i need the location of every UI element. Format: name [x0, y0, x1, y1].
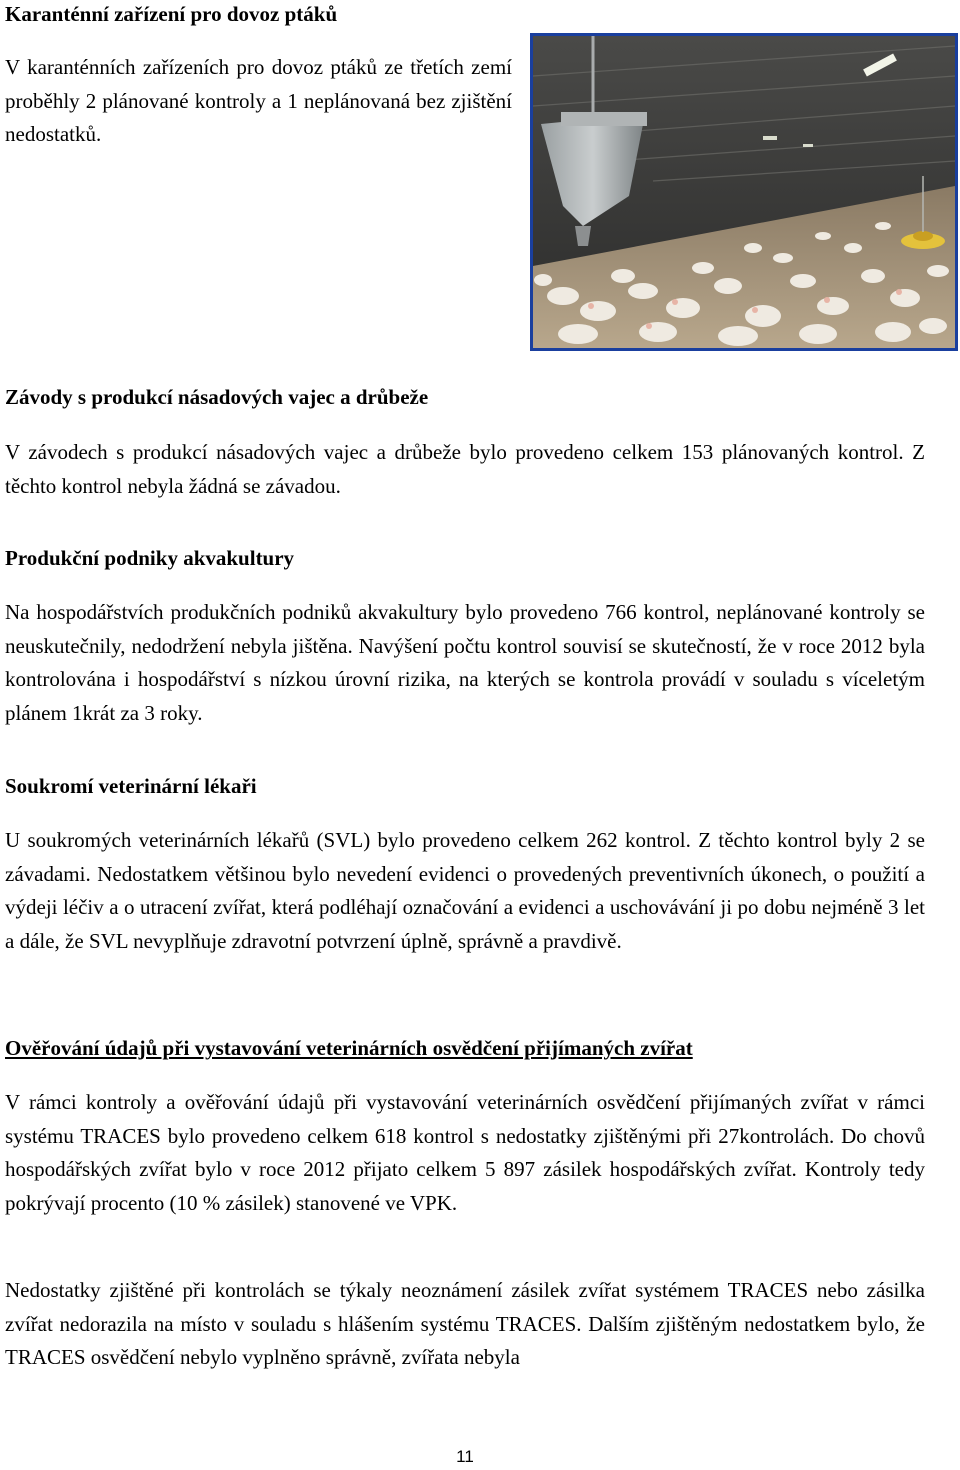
poultry-hall-image	[533, 36, 955, 348]
heading-certificates: Ověřování údajů při vystavování veterinárních osvědčení přijímaných zvířat	[5, 1036, 693, 1060]
paragraph-private-vets: U soukromých veterinárních lékařů (SVL) bylo provedeno celkem 262 kontrol. Z těchto kontrol byly 2 se závadami. Nedostatkem většinou bylo nevedení evidenci o provedených preventivních úkonech, o použití a výdeji léčiv a o utracení zvířat, která podléhají označování a evidenci a uschovávání ji po dobu nejméně 3 let a dále, že SVL nevyplňuje zdravotní potvrzení úplně, správně a pravdivě.	[5, 828, 925, 953]
paragraph-hatcheries: V závodech s produkcí násadových vajec a drůbeže bylo provedeno celkem 153 plánovaných kontrol. Z těchto kontrol nebyla žádná se závadou.	[5, 440, 925, 498]
heading-hatcheries: Závody s produkcí násadových vajec a drůbeže	[5, 385, 429, 409]
heading-private-vets: Soukromí veterinární lékaři	[5, 774, 257, 798]
heading-quarantine: Karanténní zařízení pro dovoz ptáků	[5, 2, 338, 26]
paragraph-certificates-2: Nedostatky zjištěné při kontrolách se týkaly neoznámení zásilek zvířat systémem TRACES nebo zásilka zvířat nedorazila na místo v souladu s hlášením systému TRACES. Dalším zjištěným nedostatkem bylo, že TRACES osvědčení nebylo vyplněno správně, zvířata nebyla	[5, 1278, 925, 1369]
paragraph-aquaculture: Na hospodářstvích produkčních podniků akvakultury bylo provedeno 766 kontrol, neplánované kontroly se neuskutečnily, nedodržení nebyla jištěna. Navýšení počtu kontrol souvisí se skutečností, že v roce 2012 byla kontrolována i hospodářství s nízkou úrovní rizika, na kterých se kontrola provádí v souladu s víceletým plánem 1krát za 3 roky.	[5, 600, 925, 725]
poultry-hall-photo	[530, 33, 958, 351]
paragraph-certificates-1: V rámci kontroly a ověřování údajů při vystavování veterinárních osvědčení přijímaných zvířat v rámci systému TRACES bylo provedeno celkem 618 kontrol s nedostatky zjištěnými při 27kontrolách. Do chovů hospodářských zvířat bylo v roce 2012 přijato celkem 5 897 zásilek hospodářských zvířat. Kontroly tedy pokrývají procento (10 % zásilek) stanovené ve VPK.	[5, 1090, 925, 1215]
paragraph-quarantine: V karanténních zařízeních pro dovoz ptáků ze třetích zemí proběhly 2 plánované kontroly a 1 neplánovaná bez zjištění nedostatků.	[5, 55, 512, 146]
heading-aquaculture: Produkční podniky akvakultury	[5, 546, 295, 570]
page-number: 11	[456, 1447, 474, 1466]
